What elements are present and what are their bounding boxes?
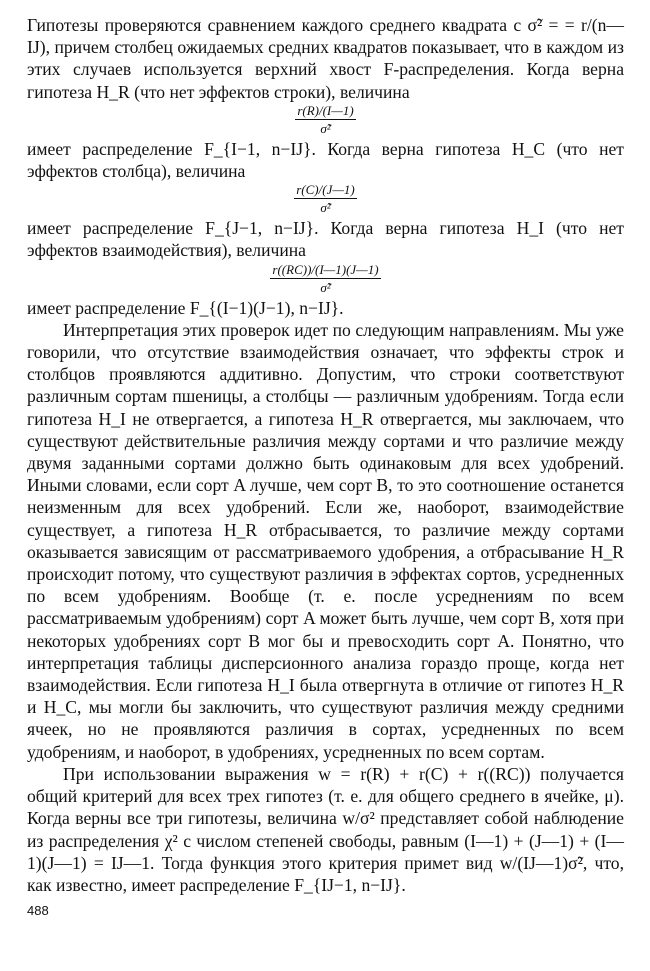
paragraph-4: имеет распределение F_{(I−1)(J−1), n−IJ}. [27,297,344,318]
fraction [270,262,380,295]
fraction-denominator: σ̃² [320,120,331,136]
paragraph-3: имеет распределение F_{J−1, n−IJ}. Когда верна гипотеза H_I (что нет эффектов взаимодействия), величина [27,218,624,261]
fraction-denominator: σ̃² [320,200,331,216]
fraction-numerator: r((RC))/(I—1)(J—1) [272,261,379,277]
formula-interaction-effect [27,262,624,295]
fraction-numerator: r(R)/(I—1) [297,102,354,118]
formula-row-effect [27,103,624,136]
fraction-numerator: r(C)/(J—1) [296,182,355,198]
paragraph-6: При использовании выражения w = r(R) + r(C) + r((RC)) получается общий критерий для всех трех гипотез (т. е. для общего среднего в ячейке, μ). Когда верны все три гипотезы, величина w/σ² представляет собой наблюдение из распределения χ² с числом степеней свободы, равным (I—1) + (J—1) + (I—1)(J—1) = IJ—1. Тогда функция этого критерия примет вид w/(IJ—1)σ̃², что, как известно, имеет распределение F_{IJ−1, n−IJ}. [27,763,624,895]
fraction [295,103,355,136]
formula-column-effect [27,182,624,215]
paragraph-2: имеет распределение F_{I−1, n−IJ}. Когда верна гипотеза H_C (что нет эффектов столбца), величина [27,138,624,182]
paragraph-5: Интерпретация этих проверок идет по следующим направлениям. Мы уже говорили, что отсутствие взаимодействия означает, что эффекты строк и столбцов проявляются аддитивно. Допустим, что строки соответствуют различным сортам пшеницы, а столбцы — различным удобрениям. Тогда если гипотеза H_I не отвергается, а гипотеза H_R отвергается, мы заключаем, что существуют действительные различия между сортами и что различие между двумя заданными сортами должно быть одинаковым для всех удобрений. Иными словами, если сорт A лучше, чем сорт B, то это соотношение останется неизменным для всех удобрений. Если же, наоборот, взаимодействие существует, а гипотеза H_R отбрасывается, то различие между сортами оказывается зависящим от рассматриваемого удобрения, а отбрасывание H_R происходит потому, что существуют различия в эффектах сортов, усредненных по всем удобрениям. Вообще (т. е. после усреднениям по всем рассматриваемым удобрениям) сорт A может быть лучше, чем сорт B, хотя при некоторых удобрениях сорт B мог бы и превосходить сорт A. Понятно, что интерпретация таблицы дисперсионного анализа гораздо проще, когда нет взаимодействия. Если гипотеза H_I была отвергнута в отличие от гипотез H_R и H_C, мы могли бы заключить, что существуют различия между средними ячеек, но не проявляются различия в сортах, усредненных по всем удобрениям, и наоборот, в удобрениях, усредненных по всем сортам. [27,319,624,762]
paragraph-1: Гипотезы проверяются сравнением каждого среднего квадрата с σ̃² = = r/(n—IJ), причем столбец ожидаемых средних квадратов показывает, что в каждом из этих случаев используется верхний хвост F-распределения. Когда верна гипотеза H_R (что нет эффектов строки), величина [27,15,624,102]
fraction [294,182,357,215]
page-number: 488 [27,903,49,919]
fraction-denominator: σ̃² [320,279,331,295]
